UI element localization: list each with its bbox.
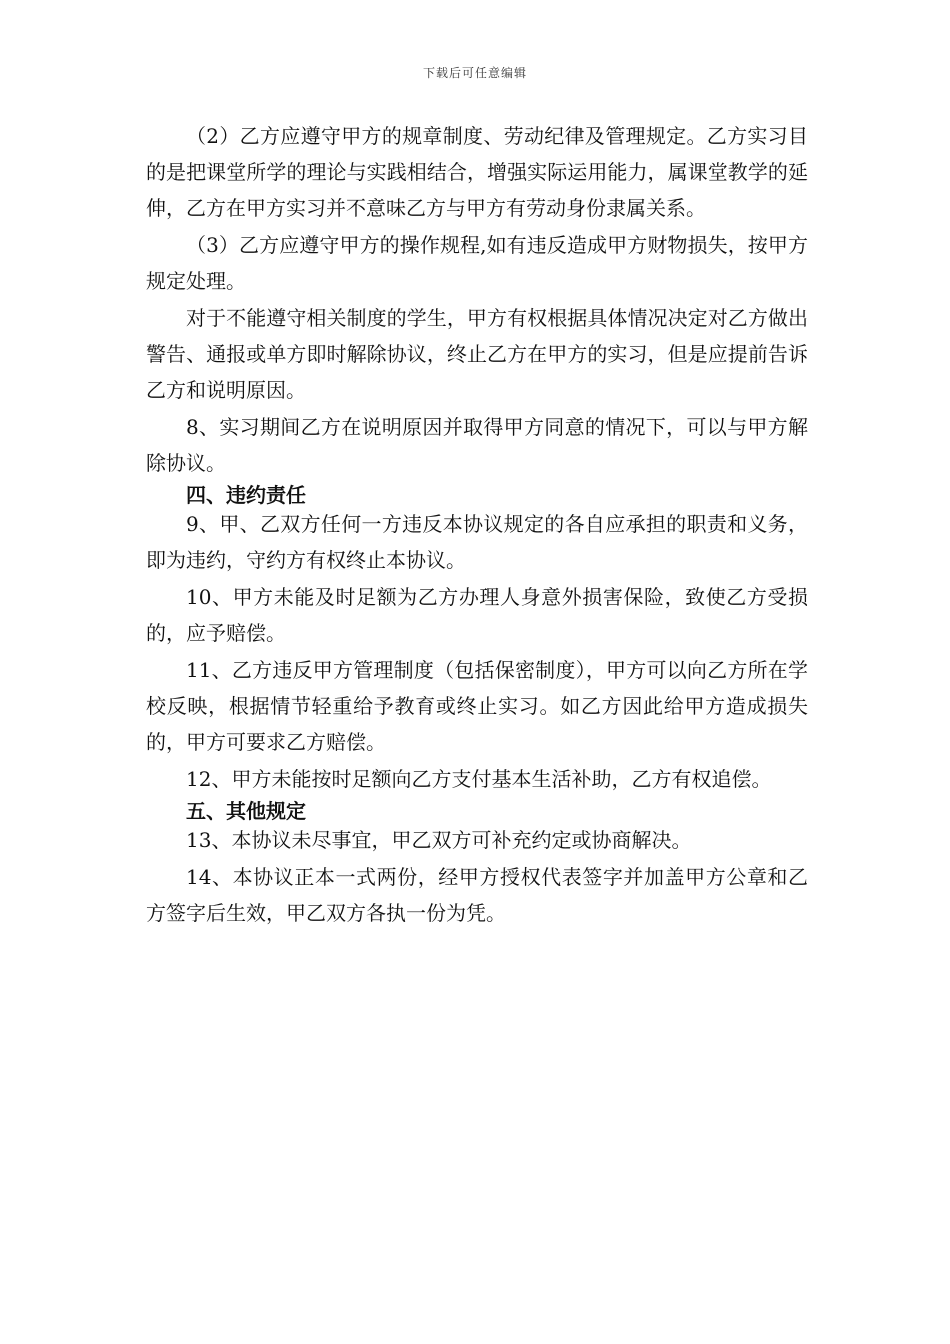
clause-14-paragraph: 14、本协议正本一式两份，经甲方授权代表签字并加盖甲方公章和乙方签字后生效，甲乙双方各执一份为凭。	[146, 865, 808, 925]
page-header: 下载后可任意编辑	[422, 66, 527, 80]
clause-11-paragraph: 11、乙方违反甲方管理制度（包括保密制度），甲方可以向乙方所在学校反映，根据情节轻重给予教育或终止实习。如乙方因此给甲方造成损失的，甲方可要求乙方赔偿。	[146, 658, 808, 754]
document-body	[146, 118, 808, 932]
clause-9-paragraph: 9、甲、乙双方任何一方违反本协议规定的各自应承担的职责和义务，即为违约，守约方有权终止本协议。	[146, 512, 808, 572]
clause-10-paragraph: 10、甲方未能及时足额为乙方办理人身意外损害保险，致使乙方受损的，应予赔偿。	[146, 585, 808, 645]
clause-12-paragraph: 12、甲方未能按时足额向乙方支付基本生活补助，乙方有权追偿。	[186, 767, 772, 791]
discipline-paragraph: 对于不能遵守相关制度的学生，甲方有权根据具体情况决定对乙方做出警告、通报或单方即时解除协议，终止乙方在甲方的实习，但是应提前告诉乙方和说明原因。	[146, 306, 808, 402]
clause-13-paragraph: 13、本协议未尽事宜，甲乙双方可补充约定或协商解决。	[186, 828, 692, 852]
clause-2-paragraph: （2）乙方应遵守甲方的规章制度、劳动纪律及管理规定。乙方实习目的是把课堂所学的理论与实践相结合，增强实际运用能力，属课堂教学的延伸，乙方在甲方实习并不意味乙方与甲方有劳动身份隶属关系。	[146, 124, 808, 220]
clause-3-paragraph: （3）乙方应遵守甲方的操作规程,如有违反造成甲方财物损失，按甲方规定处理。	[146, 233, 808, 293]
section-heading-breach: 四、违约责任	[186, 483, 306, 507]
section-heading-other: 五、其他规定	[186, 799, 306, 823]
clause-8-paragraph: 8、实习期间乙方在说明原因并取得甲方同意的情况下，可以与甲方解除协议。	[146, 415, 808, 475]
